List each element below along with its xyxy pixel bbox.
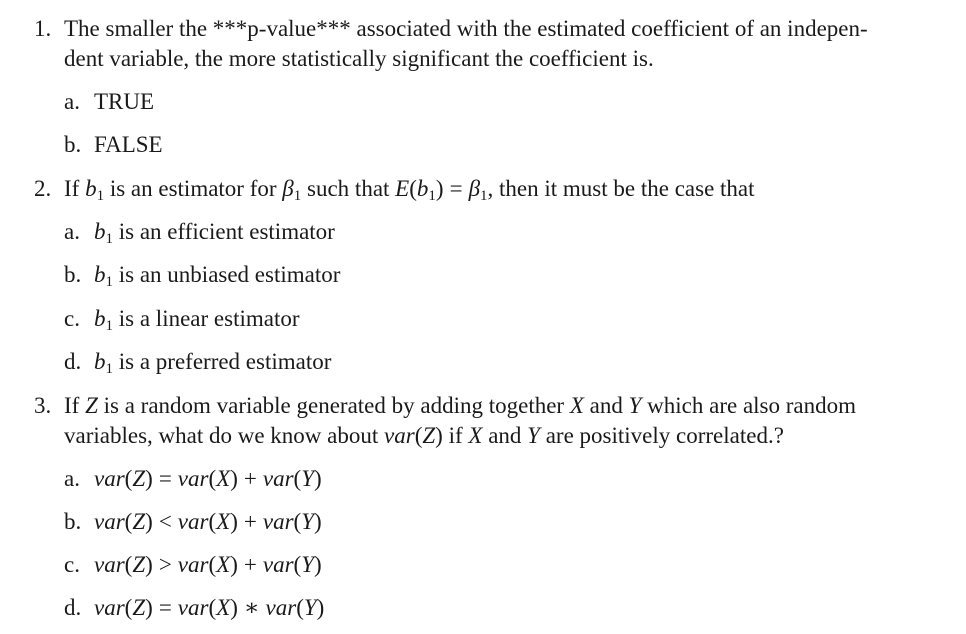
option-label: a. [64,89,80,114]
answer-option[interactable]: c. var(Z) > var(X) + var(Y) [64,550,322,580]
answer-option[interactable] [64,87,154,117]
option-text: is a preferred estimator [113,349,332,374]
answer-option[interactable]: d. var(Z) = var(X) ∗ var(Y) [64,593,324,623]
question-number: 3. [34,393,52,418]
question-text-line: If $b_1$ is an estimator for $\beta_1$ such that $E(b_1) = \beta_1$, then it must be the case that [64,176,755,204]
question-text-line: If Z is a random variable generated by adding together X and Y which are also random [64,393,857,418]
option-label: d. [64,349,82,374]
answer-option[interactable]: b. $b_1$ is an unbiased estimator [64,262,341,290]
answer-option[interactable]: a. var(Z) = var(X) + var(Y) [64,464,322,494]
option-label: d. [64,595,82,620]
option-label: a. [64,466,80,491]
answer-option[interactable]: d. $b_1$ is a preferred estimator [64,349,332,377]
answer-option[interactable]: a. $b_1$ is an efficient estimator [64,219,335,247]
question-number: 1. [34,16,52,41]
option-text: FALSE [94,132,163,157]
question-number: 2. [34,176,52,201]
answer-option[interactable]: b. var(Z) < var(X) + var(Y) [64,507,322,537]
answer-option[interactable]: c. $b_1$ is a linear estimator [64,306,300,334]
option-label: b. [64,132,82,157]
option-text: TRUE [94,89,155,114]
option-text: is an unbiased estimator [113,262,341,287]
option-label: c. [64,552,80,577]
option-text: is a linear estimator [113,306,300,331]
option-text: is an efficient estimator [113,219,335,244]
question-text-line: variables, what do we know about var(Z) if X and Y are positively correlated.? [64,423,784,448]
answer-option[interactable] [64,130,163,160]
option-label: c. [64,306,80,331]
question-text-line: dent variable, the more statistically significant the coefficient is. [64,46,654,71]
option-label: b. [64,262,82,287]
question-text-line: The smaller the ***p-value*** associated with the estimated coefficient of an indepen- [64,16,868,41]
option-label: a. [64,219,80,244]
option-label: b. [64,509,82,534]
